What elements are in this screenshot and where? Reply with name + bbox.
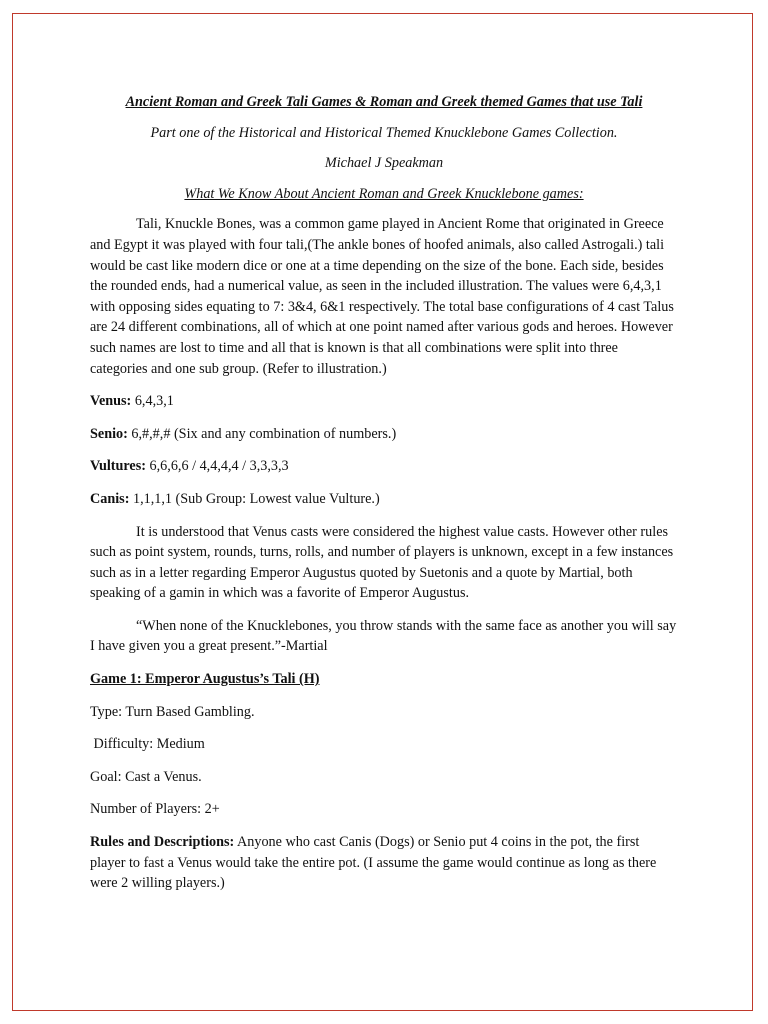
category-text: 6,4,3,1 xyxy=(131,393,174,410)
document-subtitle: Part one of the Historical and Historical Themed Knucklebone Games Collection. xyxy=(150,124,618,141)
category-text: 6,6,6,6 / 4,4,4,4 / 3,3,3,3 xyxy=(145,458,289,475)
section-heading: What We Know About Ancient Roman and Greek Knucklebone games: xyxy=(184,185,584,202)
document-title: Ancient Roman and Greek Tali Games & Roman and Greek themed Games that use Tali xyxy=(125,94,643,110)
category-label: Canis: xyxy=(90,490,130,507)
category-vultures xyxy=(90,456,678,477)
category-canis xyxy=(90,489,678,510)
category-text: 6,#,#,# (Six and any combination of numbers.) xyxy=(127,425,397,442)
rules-label: Rules and Descriptions: xyxy=(90,834,235,851)
category-label: Vultures: xyxy=(90,458,146,475)
category-venus xyxy=(90,391,678,412)
category-text: 1,1,1,1 (Sub Group: Lowest value Vulture.) xyxy=(129,490,380,507)
game-1-players: Number of Players: 2+ xyxy=(90,801,220,818)
game-1-goal: Goal: Cast a Venus. xyxy=(90,768,202,785)
document-body xyxy=(90,92,678,906)
game-1-title: Game 1: Emperor Augustus’s Tali (H) xyxy=(90,671,320,688)
document-author: Michael J Speakman xyxy=(324,155,444,172)
game-1-difficulty: Difficulty: Medium xyxy=(90,736,205,753)
category-senio xyxy=(90,424,678,445)
game-1-rules xyxy=(90,832,678,894)
intro-paragraph: Tali, Knuckle Bones, was a common game played in Ancient Rome that originated in Greece and Egypt it was played with four tali,(The ankle bones of hoofed animals, also called Astrogali.) tali would be cast like modern dice or one at a time depending on the size of the bone. Each side, besides the rounded ends, had a numerical value, as seen in the included illustration. The values were 6,4,3,1 with opposing sides equating to 7: 3&4, 6&1 respectively. The total base configurations of 4 cast Talus are 24 different combinations, all of which at one point named after various gods and heroes. However such names are lost to time and all that is known is that all combinations were split into three categories and one sub group. (Refer to illustration.) xyxy=(90,216,674,377)
category-label: Senio: xyxy=(90,425,128,442)
game-1-type: Type: Turn Based Gambling. xyxy=(90,703,255,720)
rules-text: Anyone who cast Canis (Dogs) or Senio put 4 coins in the pot, the first player to fast a Venus would take the entire pot. (I assume the game would continue as long as there were 2 willing players.) xyxy=(90,834,657,892)
category-label: Venus: xyxy=(90,393,132,410)
venus-paragraph: It is understood that Venus casts were considered the highest value casts. However other rules such as point system, rounds, turns, rolls, and number of players is unknown, except in a few instances such as in a letter regarding Emperor Augustus quoted by Suetonis and a quote by Martial, both speaking of a gamin in which was a favorite of Emperor Augustus. xyxy=(90,523,674,602)
martial-quote: “When none of the Knucklebones, you throw stands with the same face as another you will say I have given you a great present.”-Martial xyxy=(90,617,677,655)
